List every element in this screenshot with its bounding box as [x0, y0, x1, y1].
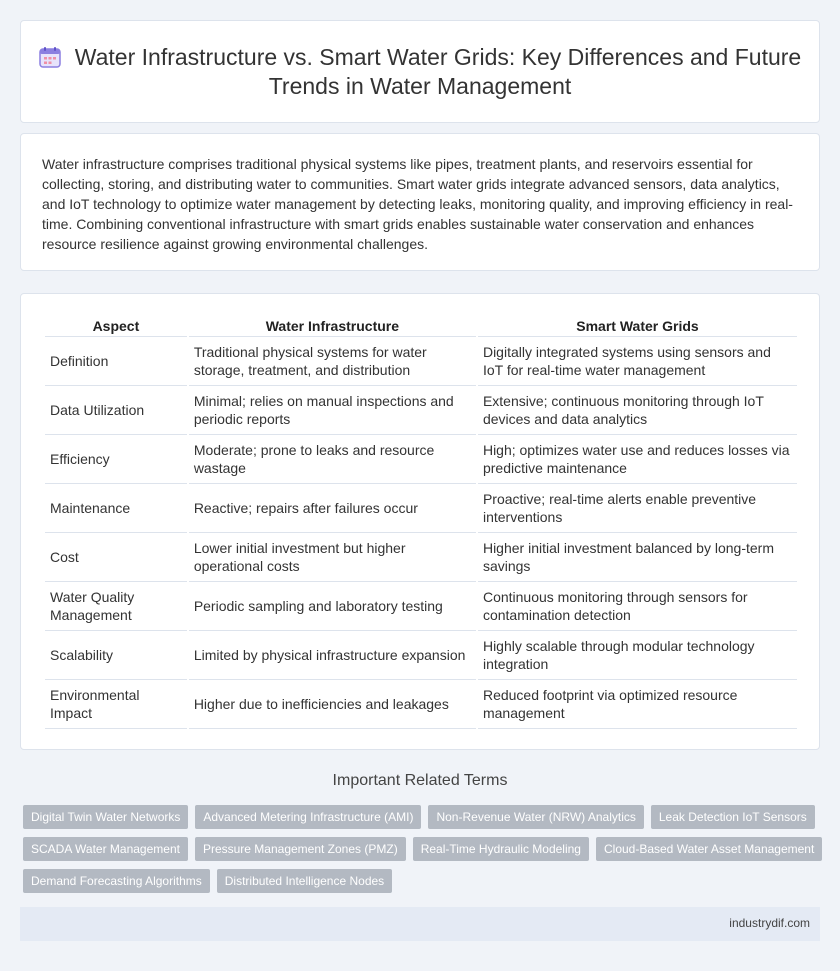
water-infrastructure-cell: Moderate; prone to leaks and resource wastage	[189, 435, 476, 484]
aspect-cell: Environmental Impact	[45, 680, 187, 729]
smart-grid-cell: Continuous monitoring through sensors for contamination detection	[478, 582, 797, 631]
table-row	[45, 386, 797, 435]
calendar-icon	[39, 46, 61, 68]
table-row	[45, 533, 797, 582]
header-smart-water-grids: Smart Water Grids	[478, 315, 797, 337]
aspect-cell: Water Quality Management	[45, 582, 187, 631]
related-term-tag[interactable]: Pressure Management Zones (PMZ)	[195, 837, 406, 861]
table-row	[45, 582, 797, 631]
smart-grid-cell: Highly scalable through modular technology integration	[478, 631, 797, 680]
table-row	[45, 680, 797, 729]
water-infrastructure-cell: Limited by physical infrastructure expansion	[189, 631, 476, 680]
table-row	[45, 435, 797, 484]
smart-grid-cell: Higher initial investment balanced by long-term savings	[478, 533, 797, 582]
table-row	[45, 631, 797, 680]
related-term-tag[interactable]: SCADA Water Management	[23, 837, 188, 861]
smart-grid-cell: Extensive; continuous monitoring through IoT devices and data analytics	[478, 386, 797, 435]
footer-site-link[interactable]: industrydif.com	[729, 916, 810, 930]
tag-row	[23, 869, 823, 893]
page-title: Water Infrastructure vs. Smart Water Grids: Key Differences and Future Trends in Water Management	[74, 44, 802, 99]
intro-paragraph: Water infrastructure comprises traditional physical systems like pipes, treatment plants, and reservoirs essential for collecting, storing, and distributing water to communities. Smart water grids integrate advanced sensors, data analytics, and IoT technology to optimize water management by detecting leaks, monitoring quality, and improving efficiency in real-time. Combining conventional infrastructure with smart grids enables sustainable water conservation and enhances resource resilience against growing environmental challenges.	[42, 156, 793, 252]
header-aspect: Aspect	[45, 315, 187, 337]
aspect-cell: Definition	[45, 337, 187, 386]
related-terms-tags	[23, 805, 823, 901]
water-infrastructure-cell: Minimal; relies on manual inspections and periodic reports	[189, 386, 476, 435]
related-term-tag[interactable]: Distributed Intelligence Nodes	[217, 869, 392, 893]
table-row	[45, 484, 797, 533]
intro-card	[20, 133, 820, 271]
comparison-table	[43, 315, 799, 729]
water-infrastructure-cell: Higher due to inefficiencies and leakages	[189, 680, 476, 729]
header-water-infrastructure: Water Infrastructure	[189, 315, 476, 337]
aspect-cell: Maintenance	[45, 484, 187, 533]
smart-grid-cell: Digitally integrated systems using sensors and IoT for real-time water management	[478, 337, 797, 386]
water-infrastructure-cell: Lower initial investment but higher operational costs	[189, 533, 476, 582]
aspect-cell: Cost	[45, 533, 187, 582]
related-terms-title: Important Related Terms	[332, 772, 508, 789]
smart-grid-cell: Reduced footprint via optimized resource management	[478, 680, 797, 729]
related-term-tag[interactable]: Advanced Metering Infrastructure (AMI)	[195, 805, 421, 829]
header-card	[20, 20, 820, 123]
related-term-tag[interactable]: Demand Forecasting Algorithms	[23, 869, 210, 893]
related-term-tag[interactable]: Leak Detection IoT Sensors	[651, 805, 815, 829]
table-row	[45, 337, 797, 386]
aspect-cell: Efficiency	[45, 435, 187, 484]
tag-row	[23, 837, 823, 861]
footer-bar	[20, 907, 820, 941]
tag-row	[23, 805, 823, 829]
water-infrastructure-cell: Traditional physical systems for water storage, treatment, and distribution	[189, 337, 476, 386]
related-term-tag[interactable]: Non-Revenue Water (NRW) Analytics	[428, 805, 643, 829]
aspect-cell: Scalability	[45, 631, 187, 680]
smart-grid-cell: High; optimizes water use and reduces losses via predictive maintenance	[478, 435, 797, 484]
smart-grid-cell: Proactive; real-time alerts enable preventive interventions	[478, 484, 797, 533]
aspect-cell: Data Utilization	[45, 386, 187, 435]
page-title-wrap	[21, 43, 819, 101]
water-infrastructure-cell: Reactive; repairs after failures occur	[189, 484, 476, 533]
related-term-tag[interactable]: Real-Time Hydraulic Modeling	[413, 837, 589, 861]
table-header-row	[45, 315, 797, 337]
related-term-tag[interactable]: Digital Twin Water Networks	[23, 805, 188, 829]
water-infrastructure-cell: Periodic sampling and laboratory testing	[189, 582, 476, 631]
related-term-tag[interactable]: Cloud-Based Water Asset Management	[596, 837, 822, 861]
comparison-card	[20, 293, 820, 750]
